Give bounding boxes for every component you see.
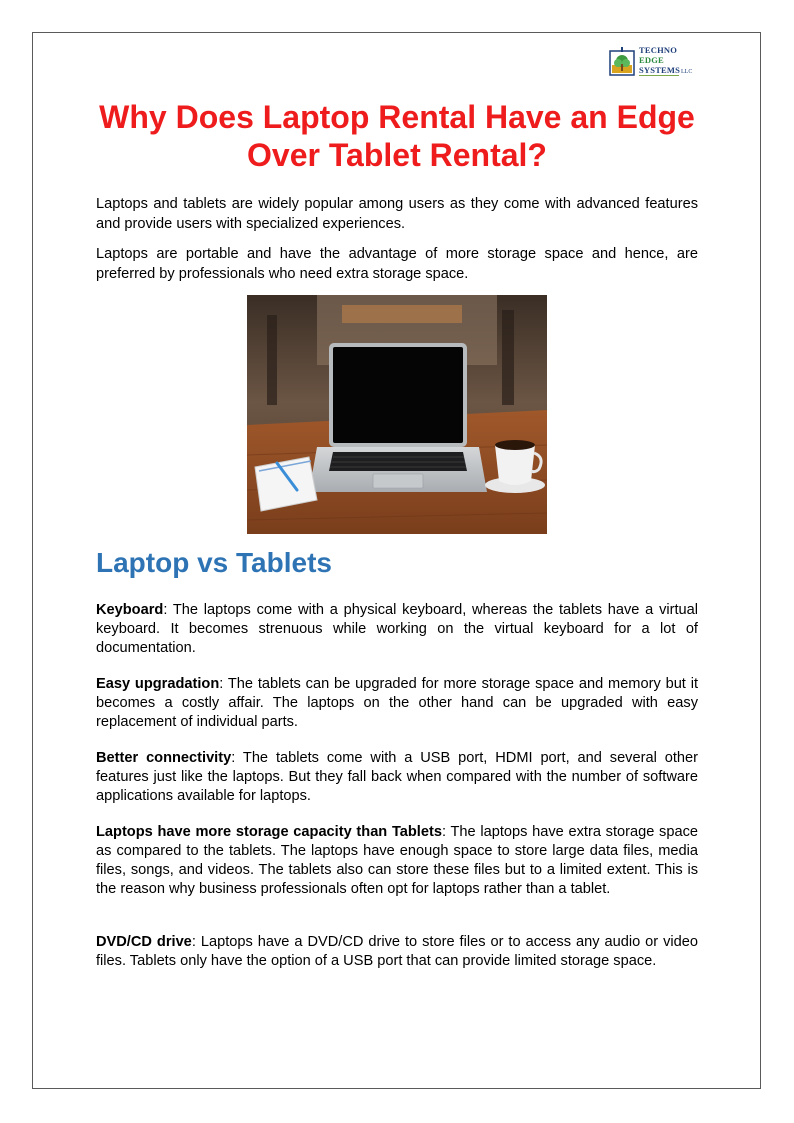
comparison-item-connectivity (96, 749, 698, 806)
item-text: : The tablets can be upgraded for more storage space and memory but it becomes a costly affair. The laptops on the other hand can be upgraded with easy replacement of individual parts. (96, 676, 698, 730)
item-term: Easy upgradation (96, 676, 220, 692)
item-text: : The tablets come with a USB port, HDMI port, and several other features just like the laptops. But they fall back when compared with the number of software applications available for laptops. (96, 750, 698, 804)
comparison-item-storage (96, 823, 698, 899)
page-title: Why Does Laptop Rental Have an Edge Over Tablet Rental? (99, 99, 695, 173)
logo-emblem-icon (609, 47, 637, 77)
intro-paragraph-1: Laptops and tablets are widely popular among users as they come with advanced features and provide users with specialized experiences. (96, 196, 698, 232)
logo-underline (639, 75, 679, 76)
item-term: Laptops have more storage capacity than Tablets (96, 824, 442, 840)
item-term: Keyboard (96, 602, 164, 618)
item-text: : The laptops have extra storage space as compared to the tablets. The laptops have enough space to store large data files, media files, songs, and videos. The tablets also can store these files but to a limited extent. This is the reason why business professionals often opt for laptops rather than a tablet. (96, 824, 698, 897)
logo-line-systems: SYSTEMS (639, 65, 681, 75)
item-text: : Laptops have a DVD/CD drive to store files or to access any audio or video files. Tablets only have the option of a USB port that can provide limited storage space. (96, 934, 698, 969)
comparison-item-dvd-drive (96, 933, 698, 971)
comparison-item-keyboard (96, 601, 698, 658)
item-term: Better connectivity (96, 750, 232, 766)
logo-suffix: LLC (681, 69, 693, 75)
item-text: : The laptops come with a physical keyboard, whereas the tablets have a virtual keyboard. It becomes strenuous while working on the virtual keyboard for a lot of documentation. (96, 602, 698, 656)
item-term: DVD/CD drive (96, 934, 192, 950)
logo-wordmark (639, 45, 680, 75)
section-heading: Laptop vs Tablets (96, 547, 332, 578)
logo-line-edge: EDGE (639, 55, 664, 65)
logo-line-techno: TECHNO (639, 45, 678, 55)
intro-paragraph-2: Laptops are portable and have the advantage of more storage space and hence, are preferred by professionals who need extra storage space. (96, 246, 698, 282)
comparison-item-upgradation (96, 675, 698, 732)
laptop-photo (247, 295, 547, 534)
company-logo (609, 45, 699, 81)
